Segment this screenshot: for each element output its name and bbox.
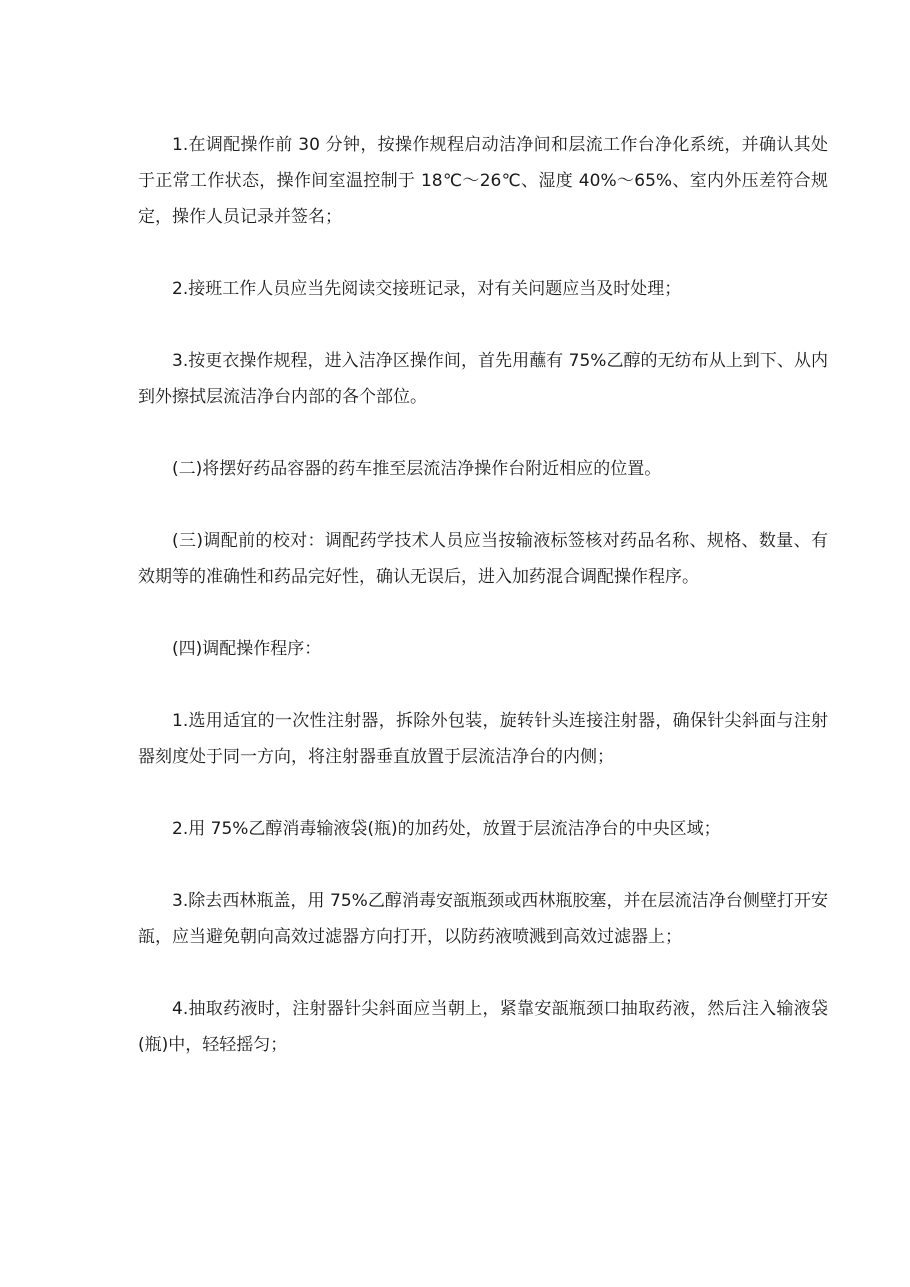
- paragraph-7: 1.选用适宜的一次性注射器，拆除外包装，旋转针头连接注射器，确保针尖斜面与注射器刻度处于同一方向，将注射器垂直放置于层流洁净台的内侧；: [138, 711, 828, 767]
- paragraph-4: (二)将摆好药品容器的药车推至层流洁净操作台附近相应的位置。: [172, 459, 662, 479]
- paragraph-8: 2.用 75%乙醇消毒输液袋(瓶)的加药处，放置于层流洁净台的中央区域；: [172, 819, 721, 839]
- paragraph-2: 2.接班工作人员应当先阅读交接班记录，对有关问题应当及时处理；: [172, 279, 682, 299]
- paragraph-3: 3.按更衣操作规程，进入洁净区操作间，首先用蘸有 75%乙醇的无纺布从上到下、从内到外擦拭层流洁净台内部的各个部位。: [138, 351, 828, 407]
- paragraph-9: 3.除去西林瓶盖，用 75%乙醇消毒安瓿瓶颈或西林瓶胶塞，并在层流洁净台侧壁打开安瓿，应当避免朝向高效过滤器方向打开，以防药液喷溅到高效过滤器上；: [138, 891, 828, 947]
- paragraph-10: 4.抽取药液时，注射器针尖斜面应当朝上，紧靠安瓿瓶颈口抽取药液，然后注入输液袋(瓶)中，轻轻摇匀；: [138, 999, 828, 1055]
- paragraph-5: (三)调配前的校对：调配药学技术人员应当按输液标签核对药品名称、规格、数量、有效期等的准确性和药品完好性，确认无误后，进入加药混合调配操作程序。: [138, 531, 828, 587]
- paragraph-1: 1.在调配操作前 30 分钟，按操作规程启动洁净间和层流工作台净化系统，并确认其处于正常工作状态，操作间室温控制于 18℃～26℃、湿度 40%～65%、室内外压差符合规定，操作人员记录并签名；: [138, 135, 828, 227]
- document-body: [138, 127, 828, 1099]
- paragraph-6: (四)调配操作程序：: [172, 639, 322, 659]
